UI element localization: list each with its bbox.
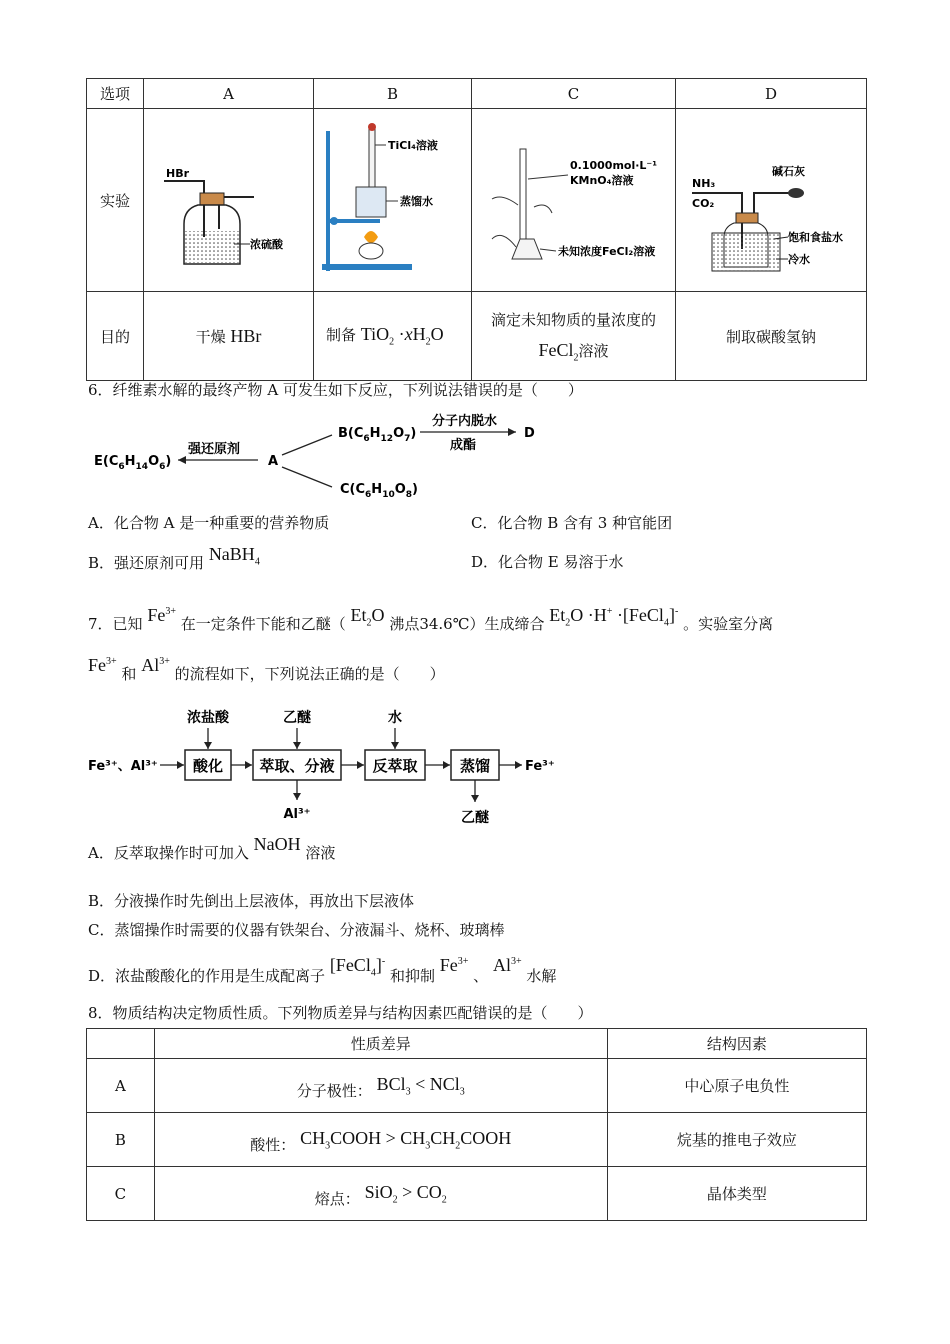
compound-c: $C(C_6H_{10}O_8)$ <box>340 482 418 500</box>
nh3-label: NH₃ <box>692 177 716 190</box>
q6-option-c: C．化合物 B 含有 3 种官能团 <box>471 514 673 532</box>
step-acidify: 酸化 <box>192 757 224 775</box>
q8-row-b-factor: 烷基的推电子效应 <box>607 1113 866 1167</box>
q8-row-a-property: 分子极性： BCl$_3$ < NCl$_3$ <box>154 1059 607 1113</box>
purpose-c: 滴定未知物质的量浓度的 FeCl$_2$溶液 <box>472 292 676 381</box>
byproduct-al3: Al³⁺ <box>283 807 311 822</box>
fe3-formula-2: $Fe^{3+}$ <box>88 655 117 675</box>
bcl3-ncl3-formula: BCl$_3$ < NCl$_3$ <box>376 1073 465 1098</box>
purpose-a-formula: HBr <box>230 325 262 346</box>
distilled-water-label: 蒸馏水 <box>400 195 433 208</box>
q7-stem-line2: $Fe^{3+}$ 和 $Al^{3+}$ 的流程如下，下列说法正确的是（ ） <box>88 655 445 683</box>
apparatus-b <box>314 109 472 292</box>
q8-row-b-property: 酸性： $CH_3COOH$ > $CH_3CH_2COOH$ <box>154 1113 607 1167</box>
q8-stem: 8．物质结构决定物质性质。下列物质差异与结构因素匹配错误的是（ ） <box>88 1004 593 1022</box>
step-back-extract: 反萃取 <box>372 757 418 775</box>
q8-header-blank <box>87 1029 155 1059</box>
col-header-c: C <box>472 79 676 109</box>
q6-option-b: B．强还原剂可用 NaBH$_4$ <box>88 544 260 572</box>
co2-label: CO₂ <box>692 197 715 210</box>
structure-table <box>86 1028 867 1221</box>
cold-water-label: 冷水 <box>788 253 810 266</box>
experiment-table <box>86 78 867 381</box>
compound-d: D <box>524 426 535 441</box>
al3-formula: $Al^{3+}$ <box>141 655 170 675</box>
col-header-d: D <box>676 79 867 109</box>
purpose-b: 制备 $TiO_2 \cdot xH_2O$ <box>314 292 472 381</box>
heating-setup-diagram <box>314 109 471 287</box>
apparatus-c <box>472 109 676 292</box>
purpose-a: 干燥 HBr <box>144 292 314 381</box>
purpose-d: 制取碳酸氢钠 <box>676 292 867 381</box>
flow-input: Fe³⁺、Al³⁺ <box>88 759 158 774</box>
q6-reaction-scheme <box>88 405 558 505</box>
q7-stem-line1: 7．已知 $Fe^{3+}$ 在一定条件下能和乙醚（ $Et_2O$ 沸点34.6℃）生成缔合 $Et_2O \cdot H^+$ ·[FeCl$_4$]- 。实验室分离 <box>88 605 774 633</box>
flow-output: Fe³⁺ <box>525 759 555 774</box>
conc-h2so4-label: 浓硫酸 <box>250 238 283 251</box>
tio2-xh2o-formula: $TiO_2 \cdot xH_2O$ <box>360 324 444 348</box>
compound-e: $E(C_6H_{14}O_6)$ <box>94 454 172 472</box>
reagent-ether: 乙醚 <box>283 710 311 726</box>
col-header-a: A <box>144 79 314 109</box>
step-distill: 蒸馏 <box>459 757 491 775</box>
et2o-formula: $Et_2O$ <box>350 605 385 629</box>
hbr-label: HBr <box>166 167 190 180</box>
q7-option-a: A．反萃取操作时可加入 NaOH 溶液 <box>88 834 336 862</box>
q6-option-a: A．化合物 A 是一种重要的营养物质 <box>88 514 330 532</box>
fecl2-formula: FeCl$_2$ <box>538 339 579 364</box>
q6-stem: 6．纤维素水解的最终产物 A 可发生如下反应，下列说法错误的是（ ） <box>88 381 583 399</box>
col-header-b: B <box>314 79 472 109</box>
compound-b: $B(C_6H_{12}O_7)$ <box>338 426 417 444</box>
q8-row-a-factor: 中心原子电负性 <box>607 1059 866 1113</box>
dehydration-label: 分子内脱水 <box>432 414 498 429</box>
fecl2-label: 未知浓度FeCl₂溶液 <box>558 245 656 258</box>
ticl4-label: TiCl₄溶液 <box>388 139 438 152</box>
apparatus-a <box>144 109 314 292</box>
naoh-formula: NaOH <box>253 834 301 854</box>
concentration-label: 0.1000mol·L⁻¹ <box>570 159 658 172</box>
strong-reductant-label: 强还原剂 <box>188 442 241 457</box>
step-extract: 萃取、分液 <box>259 757 335 775</box>
saturated-brine-label: 饱和食盐水 <box>788 231 843 244</box>
q8-row-c-property: 熔点： $SiO_2 > CO_2$ <box>154 1167 607 1221</box>
q6-option-d: D．化合物 E 易溶于水 <box>471 553 624 571</box>
q8-row-a-label: A <box>87 1059 155 1113</box>
row-label-purpose: 目的 <box>87 292 144 381</box>
q7-option-c: C．蒸馏操作时需要的仪器有铁架台、分液漏斗、烧杯、玻璃棒 <box>88 921 505 939</box>
apparatus-d <box>676 109 867 292</box>
q8-row-c-factor: 晶体类型 <box>607 1167 866 1221</box>
q7-option-d: D．浓盐酸酸化的作用是生成配离子 [FeCl$_4$]- 和抑制 $Fe^{3+}$ 、 $Al^{3+}$ 水解 <box>88 955 557 985</box>
kmno4-label: KMnO₄溶液 <box>570 174 634 187</box>
q8-row-b-label: B <box>87 1113 155 1167</box>
q8-header-property: 性质差异 <box>154 1029 607 1059</box>
soda-lime-label: 碱石灰 <box>772 165 805 178</box>
q7-flow-chart <box>88 700 568 830</box>
q8-header-factor: 结构因素 <box>607 1029 866 1059</box>
reagent-water: 水 <box>388 710 402 726</box>
drying-bottle-diagram <box>144 109 313 287</box>
row-label-experiment: 实验 <box>87 109 144 292</box>
complex-formula: $Et_2O \cdot H^+$ ·[FeCl$_4$]- <box>549 605 679 629</box>
fecl4-formula: [FeCl$_4$]- <box>329 955 386 979</box>
fe3-formula: $Fe^{3+}$ <box>147 605 176 625</box>
compound-a: A <box>268 454 279 469</box>
row-header-option: 选项 <box>87 79 144 109</box>
esterification-label: 成酯 <box>450 438 477 453</box>
byproduct-ether: 乙醚 <box>461 810 489 826</box>
q8-row-c-label: C <box>87 1167 155 1221</box>
fe3-formula-3: $Fe^{3+}$ <box>439 955 469 975</box>
nabh4-formula: NaBH$_4$ <box>208 544 260 568</box>
al3-formula-2: $Al^{3+}$ <box>492 955 522 975</box>
acid-formula: $CH_3COOH$ > $CH_3CH_2COOH$ <box>300 1127 512 1152</box>
reagent-hcl: 浓盐酸 <box>187 710 229 726</box>
nahco3-setup-diagram <box>676 109 866 287</box>
sio2-co2-formula: $SiO_2 > CO_2$ <box>364 1181 447 1206</box>
titration-diagram <box>472 109 675 287</box>
q7-option-b: B．分液操作时先倒出上层液体，再放出下层液体 <box>88 892 415 910</box>
